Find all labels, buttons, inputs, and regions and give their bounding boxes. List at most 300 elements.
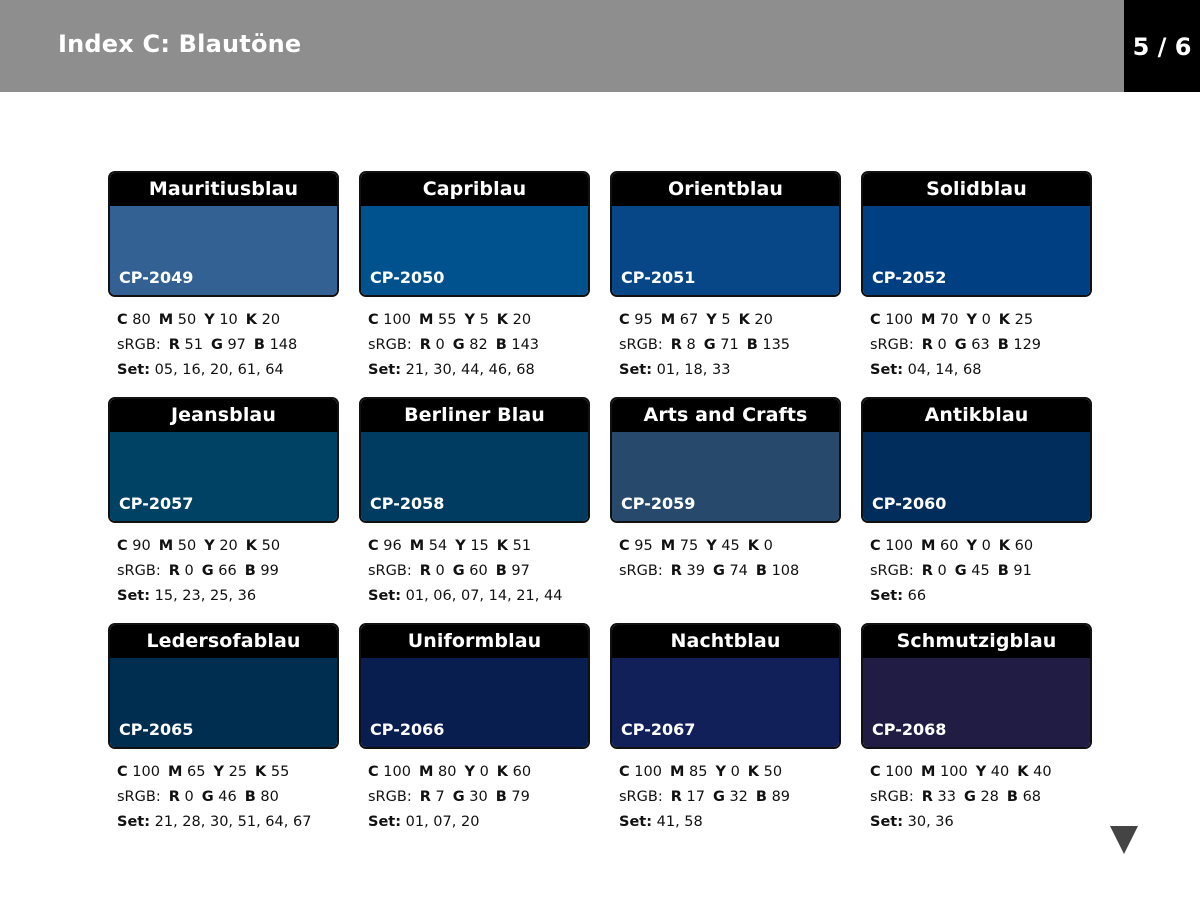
srgb-line	[870, 333, 1092, 358]
cmyk-label-m: M	[158, 312, 174, 328]
srgb-r: 51	[184, 337, 203, 353]
srgb-b: 108	[771, 563, 800, 579]
set-values: 01, 18, 33	[656, 362, 731, 378]
cmyk-label-c: C	[619, 538, 630, 554]
srgb-label: sRGB:	[368, 563, 412, 579]
cmyk-m: 60	[940, 538, 959, 554]
srgb-g: 97	[227, 337, 246, 353]
cmyk-line	[619, 760, 841, 785]
srgb-label-r: R	[168, 789, 180, 805]
cmyk-label-k: K	[998, 312, 1011, 328]
srgb-r: 39	[686, 563, 705, 579]
cmyk-label-y: Y	[204, 312, 215, 328]
set-values: 21, 28, 30, 51, 64, 67	[154, 814, 312, 830]
swatch-box	[861, 397, 1092, 523]
cmyk-label-k: K	[255, 764, 267, 780]
srgb-b: 99	[260, 563, 279, 579]
cmyk-label-m: M	[920, 764, 936, 780]
cmyk-y: 0	[479, 764, 489, 780]
srgb-g: 74	[729, 563, 748, 579]
set-line	[368, 810, 590, 835]
set-line	[870, 358, 1092, 383]
swatch-specs	[610, 308, 841, 383]
swatch-specs	[108, 760, 339, 835]
cmyk-k: 20	[261, 312, 281, 328]
swatch-box	[108, 171, 339, 297]
srgb-b: 135	[762, 337, 791, 353]
cmyk-k: 50	[261, 538, 281, 554]
srgb-line	[619, 559, 841, 584]
swatch-box	[359, 171, 590, 297]
cmyk-y: 5	[721, 312, 731, 328]
swatch-card	[359, 171, 590, 397]
srgb-label-b: B	[755, 789, 767, 805]
swatch-specs	[108, 534, 339, 609]
cmyk-label-y: Y	[464, 312, 475, 328]
srgb-label: sRGB:	[117, 563, 161, 579]
set-line	[117, 358, 339, 383]
swatch-specs	[861, 308, 1092, 383]
swatch-code: CP-2067	[621, 720, 696, 739]
srgb-label-b: B	[495, 563, 507, 579]
swatch-card	[108, 397, 339, 623]
srgb-g: 71	[720, 337, 739, 353]
next-page-arrow[interactable]	[1110, 826, 1138, 854]
cmyk-c: 100	[383, 764, 411, 780]
cmyk-m: 65	[187, 764, 206, 780]
srgb-g: 30	[469, 789, 488, 805]
swatch-box	[108, 397, 339, 523]
set-line	[368, 584, 590, 609]
set-line	[117, 810, 339, 835]
cmyk-y: 15	[470, 538, 489, 554]
srgb-g: 66	[218, 563, 237, 579]
cmyk-line	[870, 308, 1092, 333]
srgb-r: 33	[937, 789, 956, 805]
cmyk-label-c: C	[870, 312, 881, 328]
cmyk-label-k: K	[496, 538, 509, 554]
cmyk-m: 55	[438, 312, 457, 328]
srgb-label-r: R	[168, 563, 180, 579]
cmyk-label-m: M	[920, 538, 936, 554]
srgb-line	[368, 333, 590, 358]
cmyk-label-k: K	[747, 538, 760, 554]
swatch-code: CP-2052	[872, 268, 947, 287]
swatch-card	[108, 623, 339, 849]
srgb-label: sRGB:	[870, 337, 914, 353]
cmyk-c: 100	[634, 764, 662, 780]
srgb-label-r: R	[921, 337, 933, 353]
srgb-label-g: G	[201, 563, 214, 579]
srgb-r: 0	[435, 563, 445, 579]
swatch-name: Nachtblau	[612, 625, 839, 658]
swatch-code: CP-2058	[370, 494, 445, 513]
srgb-label-g: G	[703, 337, 716, 353]
cmyk-k: 20	[512, 312, 532, 328]
srgb-label-b: B	[755, 563, 767, 579]
cmyk-k: 25	[1014, 312, 1034, 328]
swatch-code: CP-2068	[872, 720, 947, 739]
page-title: Index C: Blautöne	[58, 30, 302, 58]
set-values: 66	[907, 588, 927, 604]
srgb-line	[117, 559, 339, 584]
srgb-line	[870, 785, 1092, 810]
cmyk-line	[117, 534, 339, 559]
swatch-specs	[359, 534, 590, 609]
set-values: 01, 07, 20	[405, 814, 480, 830]
cmyk-y: 25	[228, 764, 248, 780]
cmyk-m: 75	[679, 538, 699, 554]
set-label: Set:	[368, 814, 402, 830]
cmyk-c: 96	[383, 538, 402, 554]
set-line	[870, 810, 1092, 835]
cmyk-m: 67	[679, 312, 699, 328]
srgb-label: sRGB:	[368, 337, 412, 353]
srgb-r: 0	[435, 337, 445, 353]
srgb-label-b: B	[1006, 789, 1018, 805]
cmyk-label-m: M	[669, 764, 685, 780]
srgb-r: 0	[184, 563, 194, 579]
cmyk-label-k: K	[738, 312, 750, 328]
srgb-label-g: G	[954, 337, 967, 353]
cmyk-line	[117, 308, 339, 333]
swatch-code: CP-2057	[119, 494, 194, 513]
srgb-b: 91	[1013, 563, 1032, 579]
srgb-g: 63	[971, 337, 990, 353]
cmyk-label-c: C	[870, 538, 881, 554]
swatch-name: Ledersofablau	[110, 625, 337, 658]
srgb-label-b: B	[244, 789, 256, 805]
cmyk-m: 70	[940, 312, 959, 328]
cmyk-m: 80	[438, 764, 457, 780]
cmyk-label-k: K	[496, 764, 509, 780]
cmyk-label-m: M	[660, 312, 676, 328]
srgb-label-b: B	[746, 337, 758, 353]
cmyk-y: 20	[219, 538, 238, 554]
cmyk-k: 51	[512, 538, 532, 554]
swatch-specs	[108, 308, 339, 383]
swatch-name: Mauritiusblau	[110, 173, 337, 206]
cmyk-m: 85	[689, 764, 708, 780]
cmyk-m: 100	[940, 764, 968, 780]
srgb-label-r: R	[419, 563, 431, 579]
set-values: 15, 23, 25, 36	[154, 588, 257, 604]
set-line	[619, 810, 841, 835]
swatch-name: Berliner Blau	[361, 399, 588, 432]
set-line	[870, 584, 1092, 609]
cmyk-label-m: M	[158, 538, 174, 554]
swatch-code: CP-2050	[370, 268, 445, 287]
srgb-label-g: G	[712, 789, 725, 805]
srgb-b: 97	[511, 563, 530, 579]
srgb-label: sRGB:	[619, 789, 663, 805]
cmyk-label-c: C	[368, 764, 379, 780]
swatch-specs	[610, 534, 841, 584]
cmyk-label-m: M	[418, 764, 434, 780]
srgb-line	[870, 559, 1092, 584]
set-label: Set:	[870, 362, 904, 378]
swatch-box	[861, 623, 1092, 749]
srgb-label-r: R	[168, 337, 180, 353]
swatch-card	[108, 171, 339, 397]
swatch-card	[359, 397, 590, 623]
cmyk-c: 100	[132, 764, 160, 780]
swatch-code: CP-2059	[621, 494, 696, 513]
swatch-code: CP-2065	[119, 720, 194, 739]
cmyk-y: 0	[730, 764, 740, 780]
cmyk-k: 55	[270, 764, 290, 780]
page-indicator	[1124, 0, 1200, 92]
cmyk-line	[870, 534, 1092, 559]
srgb-r: 0	[184, 789, 194, 805]
cmyk-k: 40	[1033, 764, 1052, 780]
cmyk-y: 40	[990, 764, 1010, 780]
swatch-box	[610, 397, 841, 523]
swatch-box	[359, 397, 590, 523]
swatch-box	[108, 623, 339, 749]
cmyk-line	[117, 760, 339, 785]
srgb-line	[368, 785, 590, 810]
srgb-g: 32	[729, 789, 748, 805]
srgb-r: 7	[435, 789, 445, 805]
swatch-card	[861, 397, 1092, 623]
cmyk-y: 45	[721, 538, 740, 554]
set-line	[368, 358, 590, 383]
cmyk-c: 95	[634, 538, 653, 554]
swatch-card	[861, 171, 1092, 397]
cmyk-k: 50	[763, 764, 783, 780]
set-label: Set:	[117, 362, 151, 378]
srgb-g: 46	[218, 789, 237, 805]
cmyk-k: 0	[763, 538, 773, 554]
srgb-label-r: R	[670, 563, 682, 579]
set-values: 21, 30, 44, 46, 68	[405, 362, 535, 378]
swatch-specs	[359, 760, 590, 835]
set-line	[619, 358, 841, 383]
cmyk-c: 100	[383, 312, 411, 328]
cmyk-label-c: C	[870, 764, 881, 780]
cmyk-k: 60	[512, 764, 532, 780]
cmyk-label-m: M	[167, 764, 183, 780]
set-label: Set:	[870, 588, 904, 604]
srgb-line	[117, 785, 339, 810]
swatch-name: Orientblau	[612, 173, 839, 206]
srgb-label: sRGB:	[870, 563, 914, 579]
cmyk-c: 95	[634, 312, 653, 328]
swatch-card	[861, 623, 1092, 849]
page-number: 5 / 6	[1132, 33, 1192, 61]
cmyk-label-m: M	[920, 312, 936, 328]
cmyk-label-m: M	[418, 312, 434, 328]
swatch-specs	[359, 308, 590, 383]
swatch-card	[610, 171, 841, 397]
cmyk-label-k: K	[245, 312, 258, 328]
srgb-g: 45	[971, 563, 990, 579]
swatch-box	[610, 171, 841, 297]
srgb-label-g: G	[712, 563, 725, 579]
swatch-name: Arts and Crafts	[612, 399, 839, 432]
srgb-label-b: B	[997, 337, 1009, 353]
set-values: 04, 14, 68	[907, 362, 982, 378]
srgb-label-b: B	[495, 337, 507, 353]
srgb-label: sRGB:	[117, 337, 161, 353]
cmyk-line	[619, 308, 841, 333]
srgb-b: 80	[260, 789, 279, 805]
set-values: 41, 58	[656, 814, 703, 830]
cmyk-c: 90	[132, 538, 151, 554]
swatch-card	[359, 623, 590, 849]
cmyk-label-c: C	[368, 312, 379, 328]
srgb-g: 28	[980, 789, 999, 805]
srgb-label-r: R	[670, 789, 682, 805]
cmyk-line	[619, 534, 841, 559]
srgb-label-b: B	[244, 563, 256, 579]
cmyk-label-k: K	[998, 538, 1011, 554]
cmyk-k: 60	[1014, 538, 1034, 554]
srgb-line	[368, 559, 590, 584]
srgb-line	[619, 785, 841, 810]
set-line	[117, 584, 339, 609]
set-label: Set:	[117, 814, 151, 830]
srgb-label-b: B	[495, 789, 507, 805]
cmyk-label-k: K	[1017, 764, 1029, 780]
set-values: 01, 06, 07, 14, 21, 44	[405, 588, 563, 604]
srgb-label: sRGB:	[117, 789, 161, 805]
cmyk-label-y: Y	[464, 764, 475, 780]
swatch-name: Capriblau	[361, 173, 588, 206]
swatch-code: CP-2066	[370, 720, 445, 739]
set-label: Set:	[870, 814, 904, 830]
srgb-label-r: R	[921, 789, 933, 805]
cmyk-m: 50	[177, 312, 197, 328]
srgb-r: 0	[937, 563, 947, 579]
cmyk-c: 100	[885, 538, 913, 554]
cmyk-label-c: C	[368, 538, 379, 554]
cmyk-label-y: Y	[455, 538, 466, 554]
cmyk-y: 10	[219, 312, 238, 328]
cmyk-line	[368, 308, 590, 333]
cmyk-label-y: Y	[966, 538, 977, 554]
swatch-name: Jeansblau	[110, 399, 337, 432]
srgb-label-g: G	[963, 789, 976, 805]
cmyk-label-k: K	[245, 538, 258, 554]
srgb-label-r: R	[670, 337, 682, 353]
set-label: Set:	[619, 814, 653, 830]
swatch-code: CP-2051	[621, 268, 696, 287]
swatch-name: Uniformblau	[361, 625, 588, 658]
set-values: 05, 16, 20, 61, 64	[154, 362, 284, 378]
cmyk-line	[870, 760, 1092, 785]
srgb-label-b: B	[253, 337, 265, 353]
cmyk-line	[368, 534, 590, 559]
srgb-label-g: G	[954, 563, 967, 579]
srgb-line	[117, 333, 339, 358]
srgb-label: sRGB:	[368, 789, 412, 805]
srgb-label-g: G	[452, 563, 465, 579]
swatch-name: Schmutzigblau	[863, 625, 1090, 658]
srgb-label-r: R	[419, 789, 431, 805]
page-header	[0, 0, 1124, 92]
srgb-g: 60	[469, 563, 488, 579]
cmyk-c: 100	[885, 312, 913, 328]
srgb-label: sRGB:	[870, 789, 914, 805]
swatch-name: Antikblau	[863, 399, 1090, 432]
swatch-box	[861, 171, 1092, 297]
srgb-label: sRGB:	[619, 337, 663, 353]
srgb-label-g: G	[452, 337, 465, 353]
cmyk-label-k: K	[747, 764, 760, 780]
triangle-down-icon[interactable]	[1110, 826, 1138, 854]
set-label: Set:	[368, 362, 402, 378]
set-label: Set:	[368, 588, 402, 604]
cmyk-m: 50	[177, 538, 197, 554]
srgb-label-r: R	[419, 337, 431, 353]
swatch-name: Solidblau	[863, 173, 1090, 206]
set-values: 30, 36	[907, 814, 954, 830]
srgb-label-b: B	[997, 563, 1009, 579]
set-label: Set:	[117, 588, 151, 604]
srgb-label-g: G	[210, 337, 223, 353]
cmyk-line	[368, 760, 590, 785]
srgb-b: 143	[511, 337, 540, 353]
cmyk-label-m: M	[409, 538, 425, 554]
cmyk-y: 0	[981, 538, 991, 554]
cmyk-c: 100	[885, 764, 913, 780]
swatch-box	[610, 623, 841, 749]
cmyk-label-m: M	[660, 538, 676, 554]
srgb-line	[619, 333, 841, 358]
cmyk-label-y: Y	[966, 312, 977, 328]
swatch-code: CP-2049	[119, 268, 194, 287]
cmyk-label-c: C	[117, 764, 128, 780]
cmyk-label-c: C	[117, 538, 128, 554]
swatch-specs	[861, 534, 1092, 609]
srgb-label-g: G	[452, 789, 465, 805]
cmyk-label-c: C	[117, 312, 128, 328]
swatch-specs	[861, 760, 1092, 835]
cmyk-label-y: Y	[975, 764, 987, 780]
cmyk-y: 0	[981, 312, 991, 328]
srgb-r: 17	[686, 789, 705, 805]
srgb-b: 79	[511, 789, 530, 805]
srgb-b: 68	[1022, 789, 1042, 805]
srgb-b: 148	[269, 337, 298, 353]
swatch-code: CP-2060	[872, 494, 947, 513]
swatch-box	[359, 623, 590, 749]
srgb-r: 8	[686, 337, 696, 353]
swatch-card	[610, 623, 841, 849]
cmyk-m: 54	[428, 538, 448, 554]
srgb-label-r: R	[921, 563, 933, 579]
srgb-b: 129	[1013, 337, 1042, 353]
cmyk-label-y: Y	[204, 538, 215, 554]
cmyk-c: 80	[132, 312, 151, 328]
cmyk-label-y: Y	[715, 764, 726, 780]
cmyk-label-k: K	[496, 312, 509, 328]
cmyk-label-c: C	[619, 312, 630, 328]
cmyk-label-c: C	[619, 764, 630, 780]
srgb-label-g: G	[201, 789, 214, 805]
cmyk-y: 5	[479, 312, 489, 328]
cmyk-label-y: Y	[706, 538, 717, 554]
srgb-g: 82	[469, 337, 488, 353]
swatch-card	[610, 397, 841, 623]
cmyk-k: 20	[754, 312, 773, 328]
cmyk-label-y: Y	[706, 312, 717, 328]
swatch-grid	[108, 171, 1092, 849]
set-label: Set:	[619, 362, 653, 378]
srgb-r: 0	[937, 337, 947, 353]
